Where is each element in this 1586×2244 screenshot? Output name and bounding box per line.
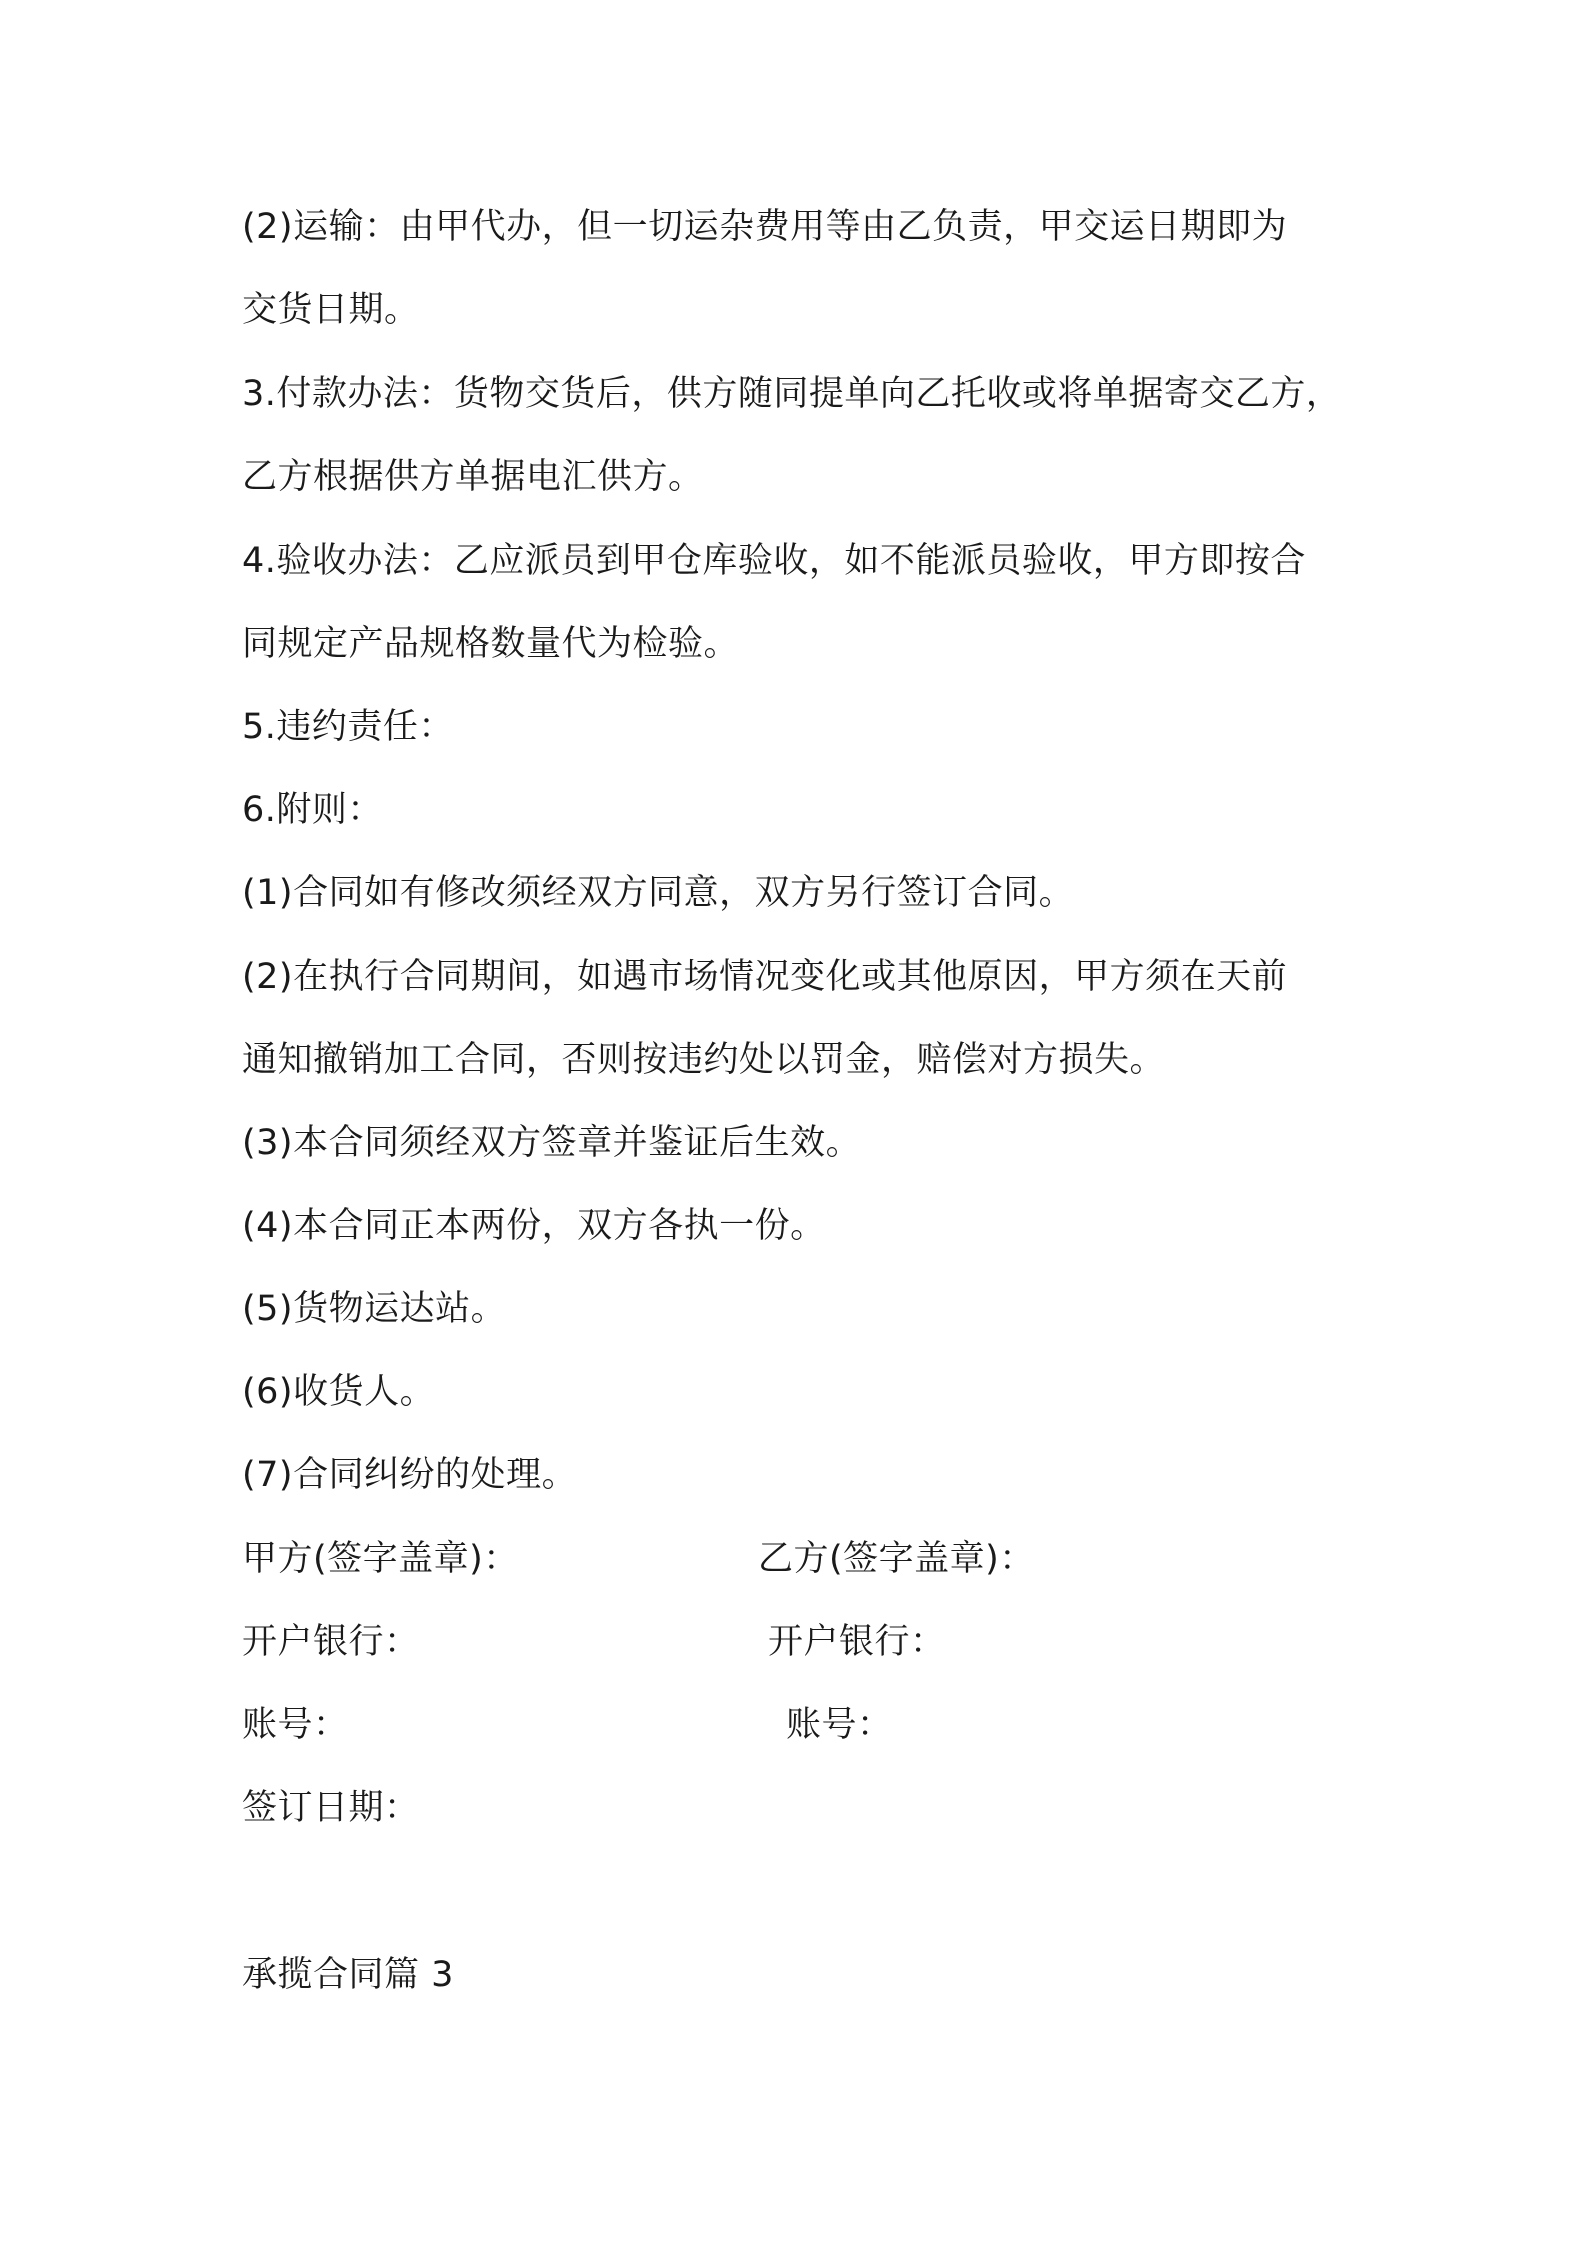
- paragraph-clause-3: (3)本合同须经双方签章并鉴证后生效。: [242, 1123, 862, 1163]
- paragraph-clause-4: (4)本合同正本两份，双方各执一份。: [242, 1206, 826, 1246]
- party-a-account-label: 账号：: [242, 1705, 349, 1745]
- party-a-signature-label: 甲方(签字盖章)：: [242, 1539, 519, 1579]
- paragraph-clause-2-line2: 通知撤销加工合同，否则按违约处以罚金，赔偿对方损失。: [242, 1040, 1166, 1080]
- party-b-account-label: 账号：: [786, 1705, 893, 1745]
- paragraph-clause-6: (6)收货人。: [242, 1372, 436, 1412]
- party-a-bank-label: 开户银行：: [242, 1622, 420, 1662]
- paragraph-clause-7: (7)合同纠纷的处理。: [242, 1455, 578, 1495]
- paragraph-clause-5: (5)货物运达站。: [242, 1289, 507, 1329]
- paragraph-payment-line2: 乙方根据供方单据电汇供方。: [242, 457, 704, 497]
- paragraph-liability: 5.违约责任：: [242, 707, 454, 747]
- paragraph-clause-2-line1: (2)在执行合同期间，如遇市场情况变化或其他原因，甲方须在天前: [242, 957, 1288, 997]
- signing-date-label: 签订日期：: [242, 1788, 420, 1828]
- paragraph-payment-line1: 3.付款办法：货物交货后，供方随同提单向乙托收或将单据寄交乙方，: [242, 374, 1342, 414]
- paragraph-clause-1: (1)合同如有修改须经双方同意，双方另行签订合同。: [242, 873, 1075, 913]
- party-b-bank-label: 开户银行：: [768, 1622, 946, 1662]
- next-section-title: 承揽合同篇 3: [242, 1955, 454, 1995]
- paragraph-inspection-line2: 同规定产品规格数量代为检验。: [242, 624, 740, 664]
- paragraph-transport-line1: (2)运输：由甲代办，但一切运杂费用等由乙负责，甲交运日期即为: [242, 207, 1288, 247]
- paragraph-supplementary: 6.附则：: [242, 790, 383, 830]
- paragraph-inspection-line1: 4.验收办法：乙应派员到甲仓库验收，如不能派员验收，甲方即按合: [242, 541, 1306, 581]
- paragraph-transport-line2: 交货日期。: [242, 290, 420, 330]
- party-b-signature-label: 乙方(签字盖章)：: [758, 1539, 1035, 1579]
